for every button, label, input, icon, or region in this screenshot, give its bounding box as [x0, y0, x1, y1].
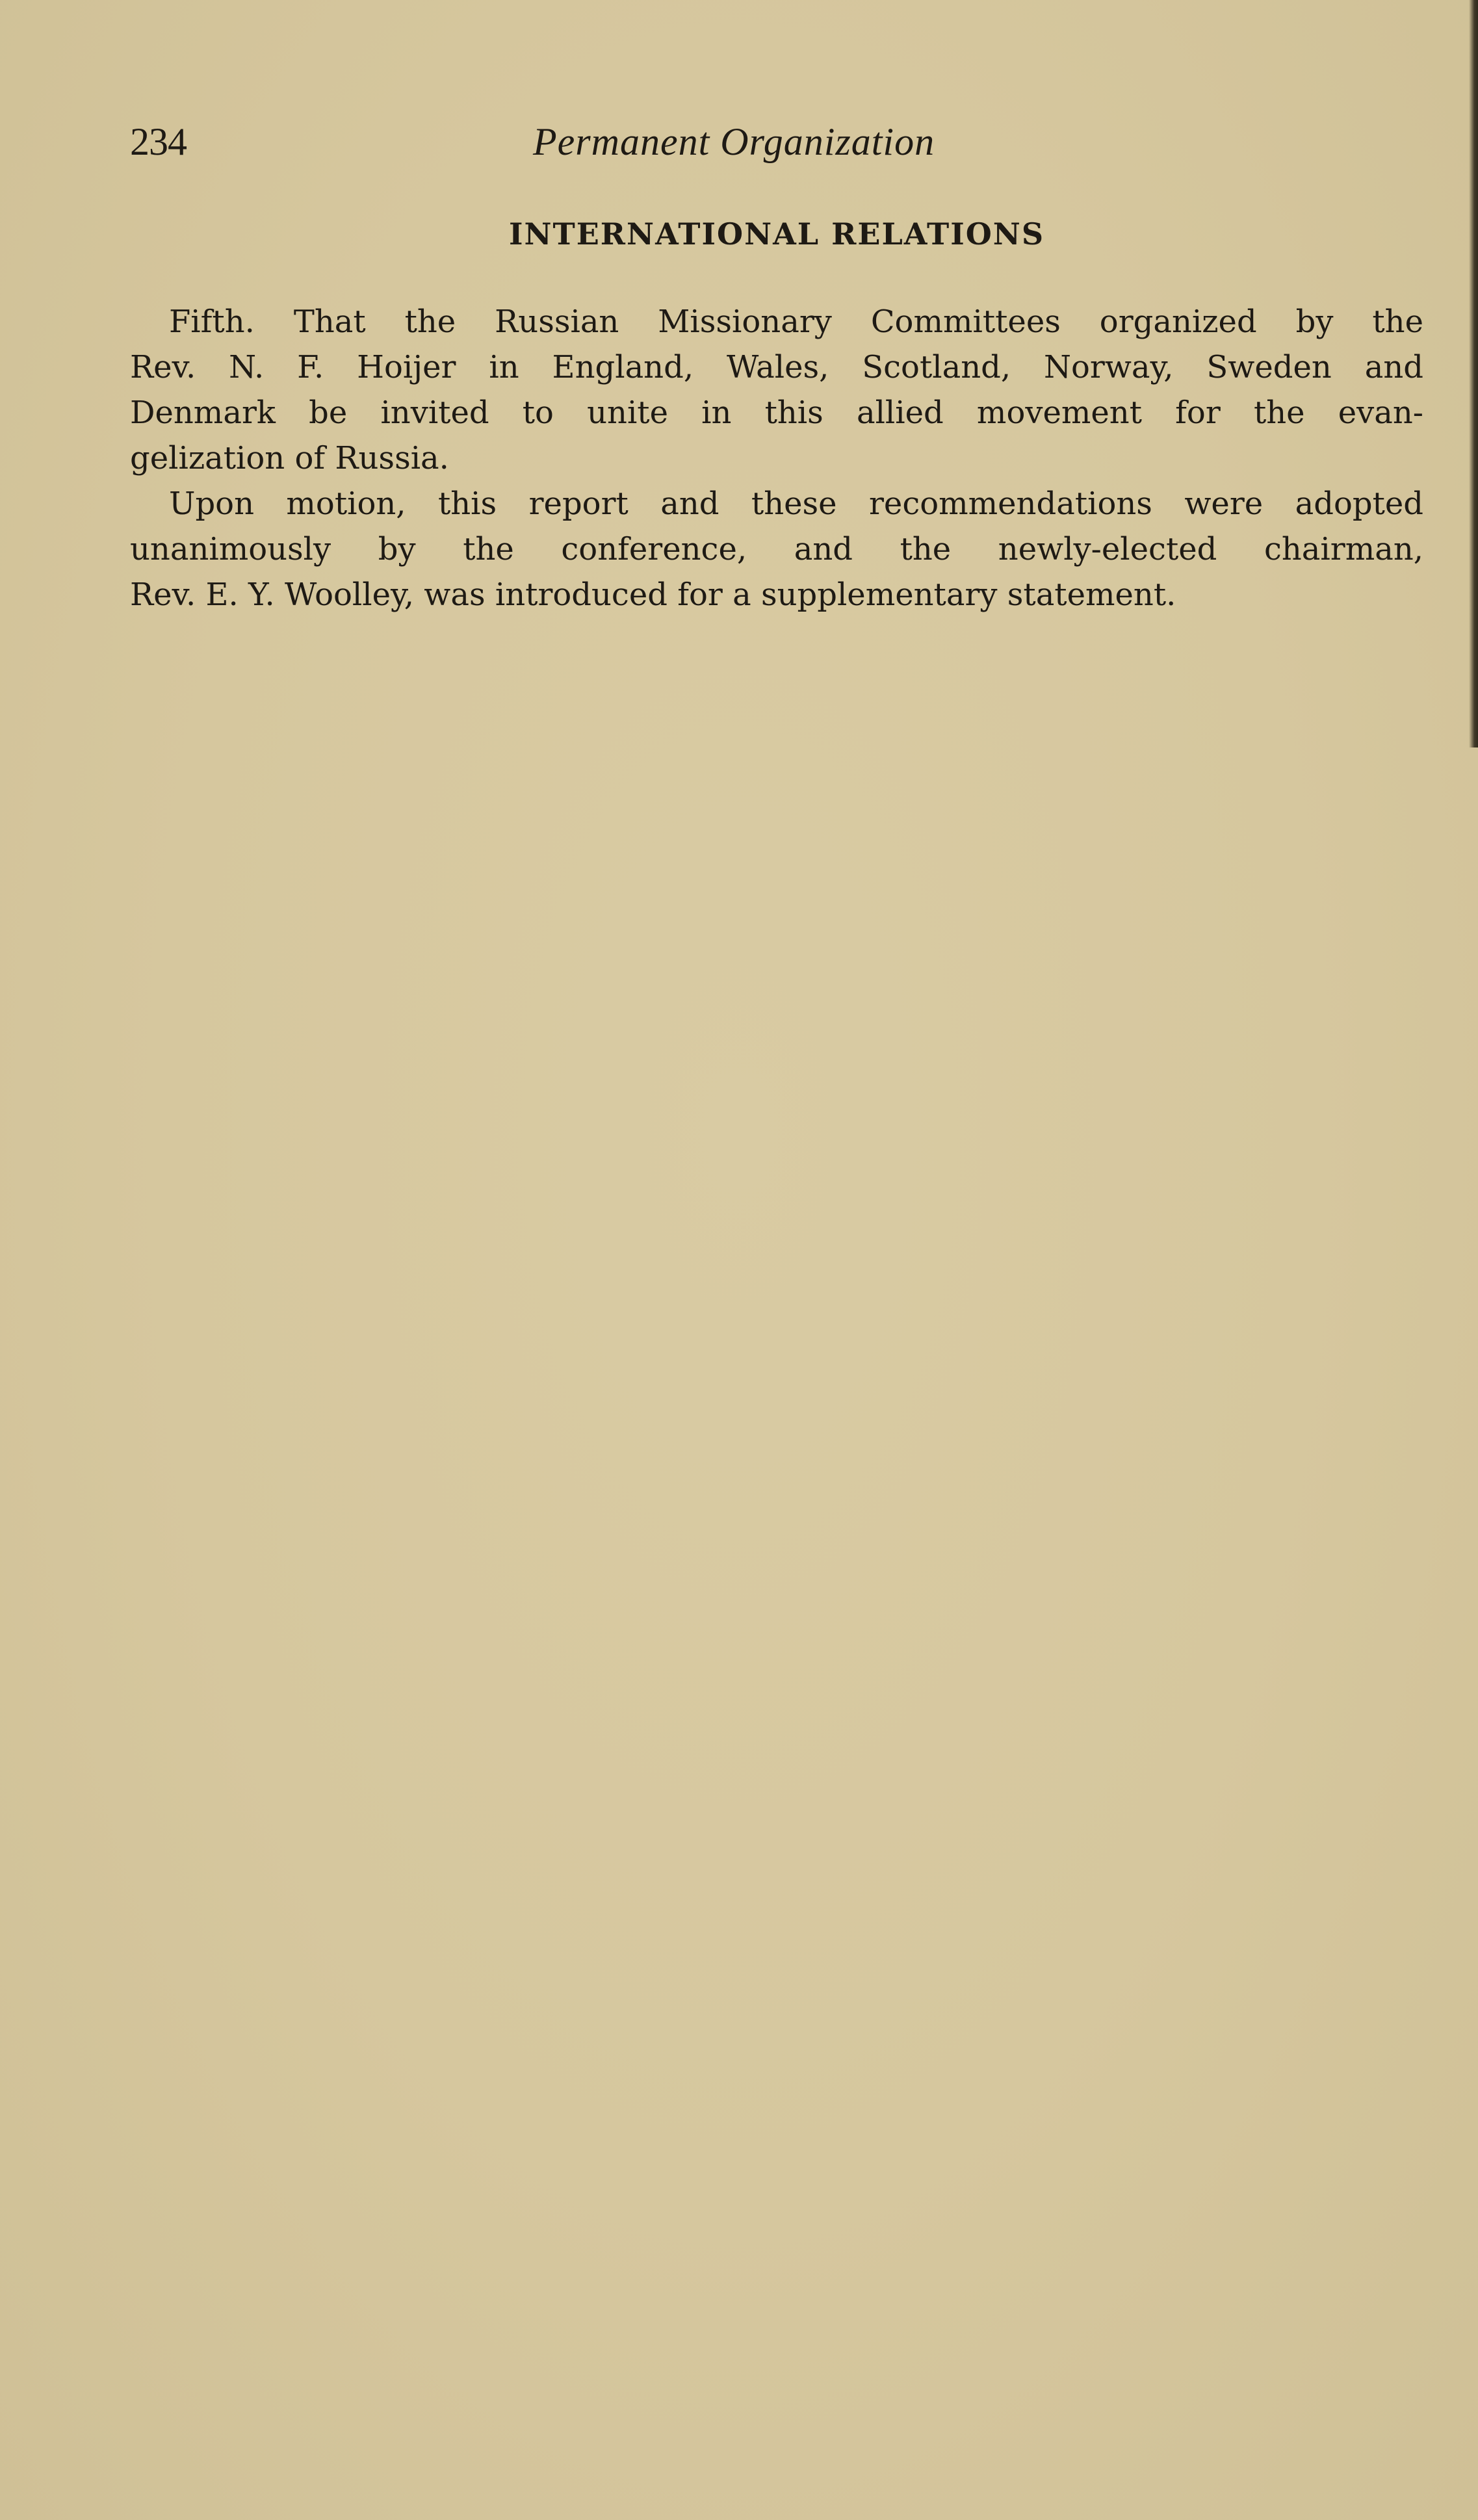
body-text	[130, 299, 1423, 617]
paragraph-fifth	[130, 299, 1423, 481]
text-line: unanimously by the conference, and the newly-elected chairman,	[130, 531, 1423, 567]
text-line: Denmark be invited to unite in this allied movement for the evan-	[130, 395, 1423, 431]
text-line: Fifth. That the Russian Missionary Committees organized by the	[169, 304, 1423, 340]
section-heading: INTERNATIONAL RELATIONS	[508, 216, 1045, 252]
page-number: 234	[130, 120, 187, 163]
running-title: Permanent Organization	[533, 120, 935, 163]
page-header	[130, 116, 1365, 174]
page-edge-shadow	[1469, 0, 1478, 747]
paragraph-motion	[130, 481, 1423, 617]
text-line: Upon motion, this report and these recommendations were adopted	[169, 486, 1423, 522]
text-line: Rev. N. F. Hoijer in England, Wales, Scotland, Norway, Sweden and	[130, 349, 1423, 385]
text-line: gelization of Russia.	[130, 440, 449, 476]
text-line: Rev. E. Y. Woolley, was introduced for a supplementary statement.	[130, 577, 1176, 613]
